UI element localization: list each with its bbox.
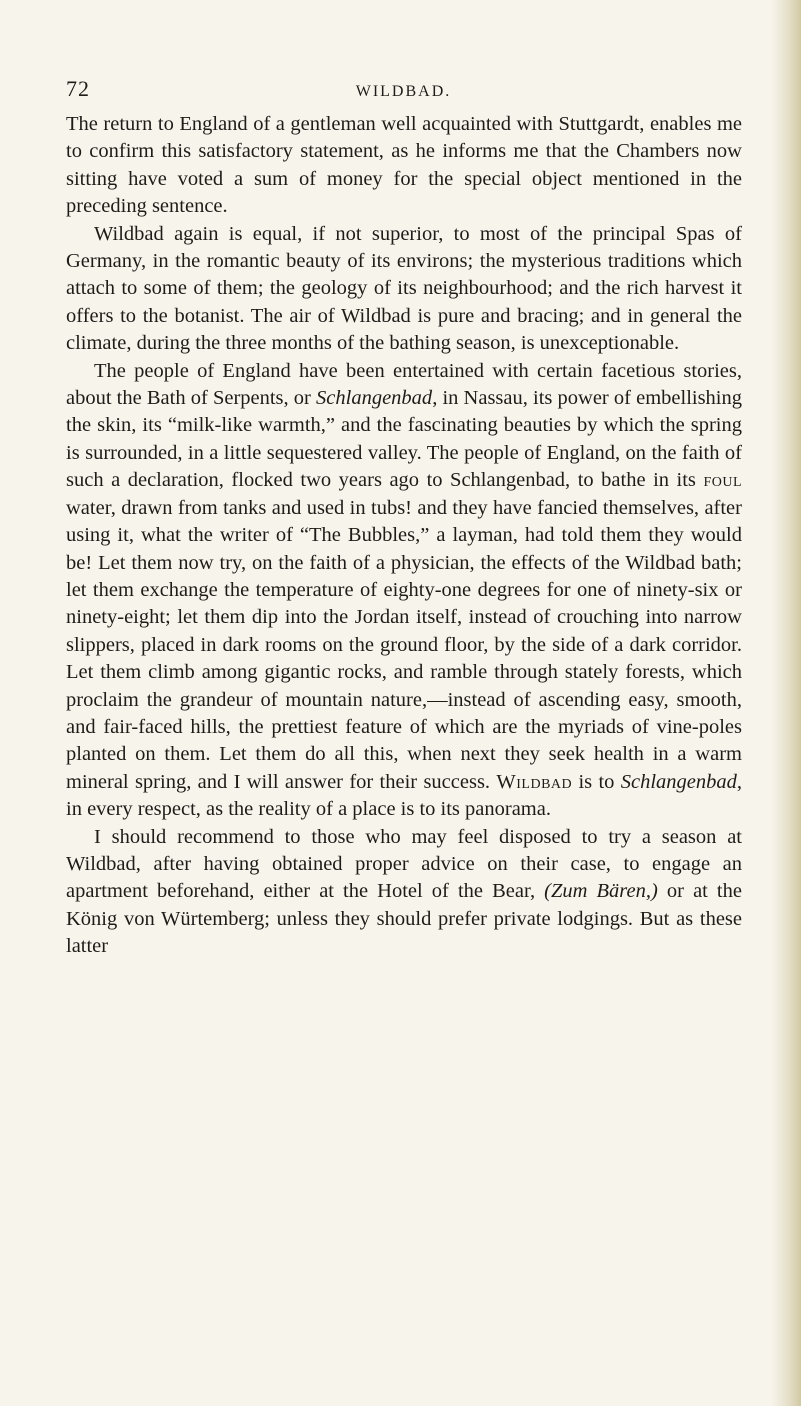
- wildbad-smallcaps: Wildbad: [496, 770, 573, 793]
- body-text: [66, 111, 742, 961]
- page-number: 72: [66, 76, 90, 101]
- paragraph-4-text-c: or at the König von Würtemberg; unless they should prefer private lodgings. But as these latter: [66, 880, 742, 958]
- page-edge-shading: [771, 0, 801, 1406]
- running-head: WILDBAD.: [355, 83, 452, 100]
- paragraph-3-text-g: is to: [572, 770, 621, 793]
- paragraph-3-text-e: water, drawn from tanks and used in tubs! and they have fancied themselves, after using it, what the writer of “The Bubbles,” a layman, had told them they would be! Let them now try, on the faith of a physician, the effects of the Wildbad bath; let them exchange the temperature of eighty-one degrees for one of ninety-six or ninety-eight; let them dip into the Jordan itself, instead of crouching into narrow slippers, placed in dark rooms on the ground floor, by the side of a dark corridor. Let them climb among gigantic rocks, and ramble through stately forests, which proclaim the grandeur of mountain nature,—instead of ascending easy, smooth, and fair-faced hills, the prettiest feature of which are the myriads of vine-poles planted on them. Let them do all this, when next they seek health in a warm mineral spring, and I will answer for their success.: [66, 496, 742, 793]
- paragraph-4: [66, 824, 742, 961]
- paragraph-2: Wildbad again is equal, if not superior, to most of the principal Spas of Germany, in the romantic beauty of its environs; the mysterious traditions which attach to some of them; the geology of its neighbourhood; and the rich harvest it offers to the botanist. The air of Wildbad is pure and bracing; and in general the climate, during the three months of the bathing season, is unexceptionable.: [66, 222, 742, 355]
- paragraph-1: The return to England of a gentleman well acquainted with Stuttgardt, enables me to confirm this satisfactory statement, as he informs me that the Chambers now sitting have voted a sum of money for the special object mentioned in the preceding sentence.: [66, 113, 742, 218]
- foul-smallcaps: foul: [703, 469, 742, 492]
- page-header: [66, 78, 741, 106]
- paragraph-4-text-a: I should recommend to those who may feel disposed to try a season at Wildbad, after having obtained proper advice on their case, to engage an apartment beforehand, either at the Hotel of the Bear,: [66, 825, 742, 903]
- schlangenbad-italic: Schlangenbad: [316, 387, 433, 410]
- schlangenbad-italic-2: Schlangenbad: [620, 770, 737, 793]
- paragraph-3: [66, 358, 742, 824]
- paragraph-3-text-a: The people of England have been entertained with certain facetious stories, about the Bath of Serpents, or: [66, 359, 742, 410]
- paragraph-3-text-c: , in Nassau, its power of embellishing the skin, its “milk-like warmth,” and the fascinating beauties by which the spring is surrounded, in a little sequestered valley. The people of England, on the faith of such a declaration, flocked two years ago to Schlangenbad, to bathe in its: [66, 387, 743, 492]
- paragraph-3-text-i: , in every respect, as the reality of a place is to its panorama.: [66, 770, 743, 821]
- zum-baren-italic: (Zum Bären,): [544, 880, 658, 903]
